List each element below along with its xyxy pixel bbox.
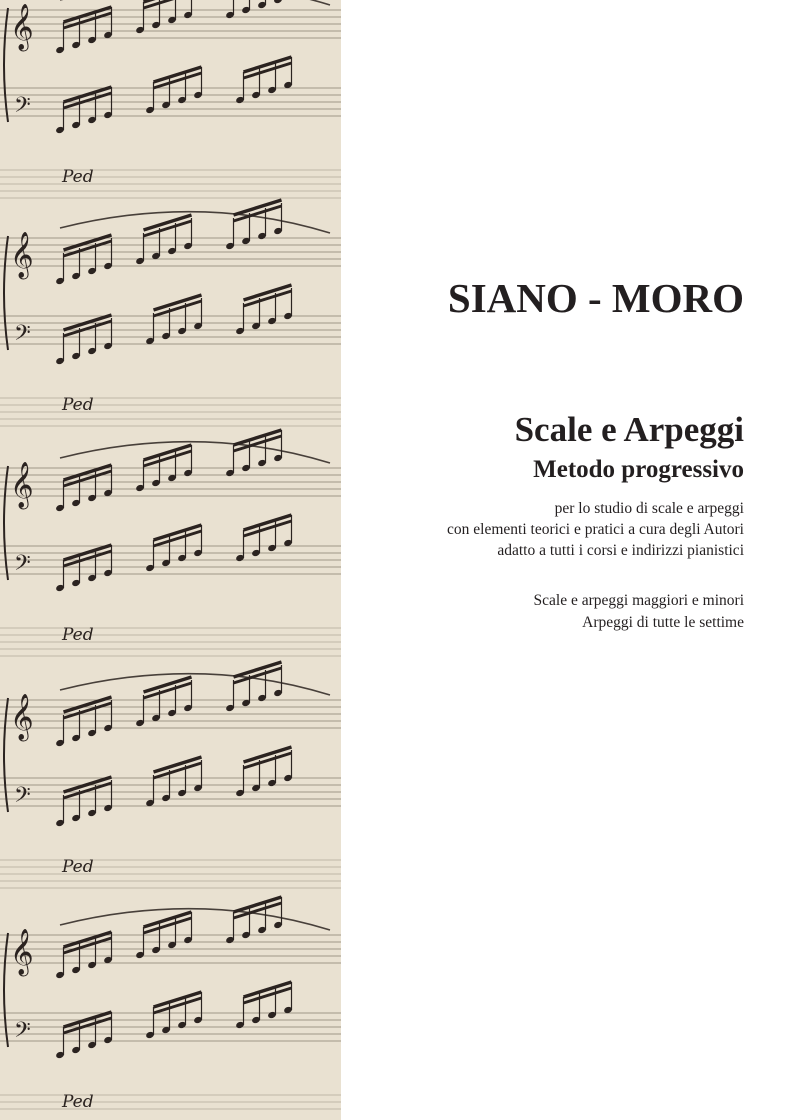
bass-clef: 𝄢 <box>14 93 31 123</box>
treble-clef: 𝄞 <box>10 694 34 740</box>
contents-line: Arpeggi di tutte le settime <box>582 614 744 631</box>
book-subtitle: Metodo progressivo <box>533 456 744 483</box>
pedal-mark: Ped <box>62 167 94 187</box>
description-line: con elementi teorici e pratici a cura degli Autori <box>447 521 744 538</box>
pedal-mark: Ped <box>62 625 94 645</box>
bass-clef: 𝄢 <box>14 321 31 351</box>
bass-clef: 𝄢 <box>14 783 31 813</box>
treble-clef: 𝄞 <box>10 929 34 975</box>
pedal-mark: Ped <box>62 857 94 877</box>
contents-line: Scale e arpeggi maggiori e minori <box>533 592 744 609</box>
bass-clef: 𝄢 <box>14 1018 31 1048</box>
treble-clef: 𝄞 <box>10 232 34 278</box>
pedal-mark: Ped <box>62 395 94 415</box>
contents-list <box>534 590 744 634</box>
description-line: adatto a tutti i corsi e indirizzi pianistici <box>497 542 744 559</box>
treble-clef: 𝄞 <box>10 4 34 50</box>
description-line: per lo studio di scale e arpeggi <box>554 500 744 517</box>
description <box>447 498 744 561</box>
book-title: Scale e Arpeggi <box>514 410 744 449</box>
bass-clef: 𝄢 <box>14 551 31 581</box>
authors: SIANO - MORO <box>447 275 744 321</box>
manuscript-image <box>0 0 341 1120</box>
pedal-mark: Ped <box>62 1092 94 1112</box>
treble-clef: 𝄞 <box>10 462 34 508</box>
